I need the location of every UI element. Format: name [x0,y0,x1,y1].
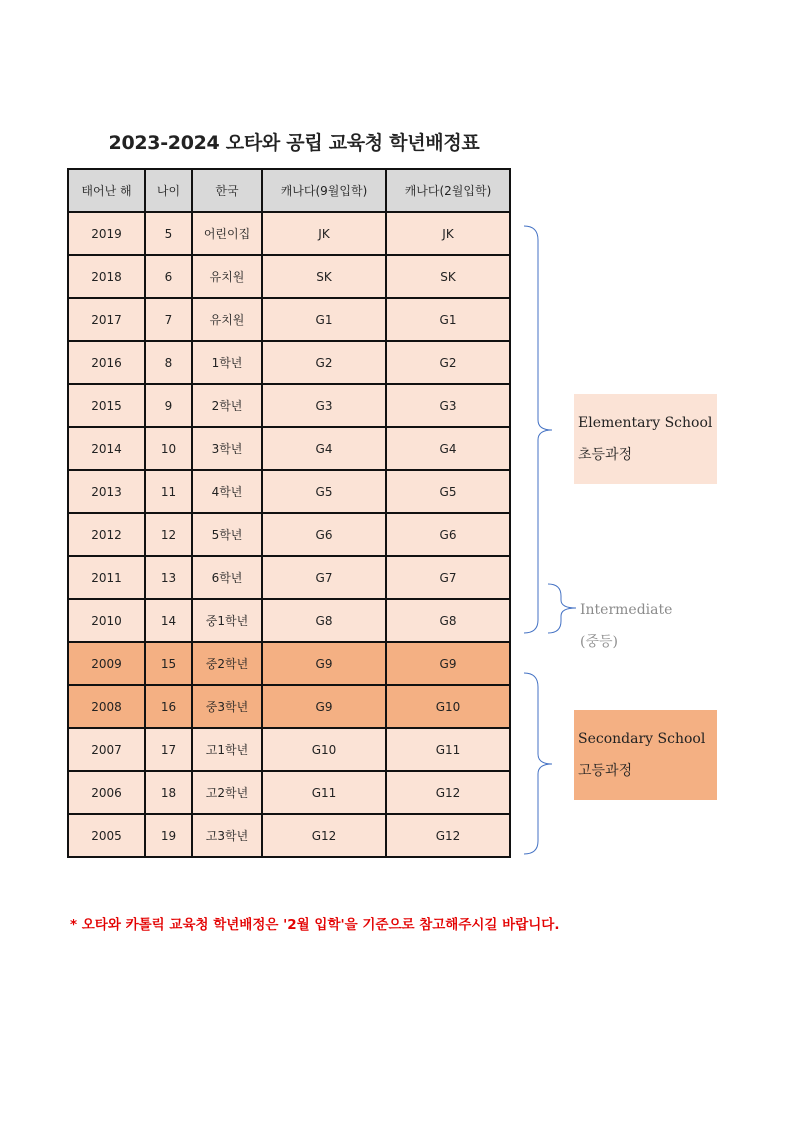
cell-canada-september: G12 [262,814,386,857]
cell-canada-september: JK [262,212,386,255]
cell-year: 2007 [68,728,145,771]
header-korea: 한국 [192,169,262,212]
cell-canada-february: G12 [386,771,510,814]
cell-year: 2013 [68,470,145,513]
cell-canada-february: G5 [386,470,510,513]
elementary-brace [524,226,552,633]
table-row [68,298,510,341]
cell-year: 2010 [68,599,145,642]
cell-korea: 고2학년 [192,771,262,814]
header-birth-year: 태어난 해 [68,169,145,212]
header-age: 나이 [145,169,192,212]
cell-canada-february: G3 [386,384,510,427]
cell-year: 2014 [68,427,145,470]
table-row [68,255,510,298]
cell-age: 6 [145,255,192,298]
header-canada-september: 캐나다(9월입학) [262,169,386,212]
cell-age: 14 [145,599,192,642]
cell-canada-september: G11 [262,771,386,814]
cell-age: 19 [145,814,192,857]
cell-year: 2009 [68,642,145,685]
intermediate-label [576,594,696,658]
cell-canada-february: G7 [386,556,510,599]
cell-korea: 고3학년 [192,814,262,857]
page-title: 2023-2024 오타와 공립 교육청 학년배정표 [108,132,480,154]
intermediate-brace [548,584,576,633]
cell-canada-february: G10 [386,685,510,728]
cell-canada-september: G9 [262,685,386,728]
header-canada-february: 캐나다(2월입학) [386,169,510,212]
secondary-brace [524,673,552,854]
cell-canada-september: G4 [262,427,386,470]
cell-year: 2015 [68,384,145,427]
cell-canada-february: G12 [386,814,510,857]
table-row [68,771,510,814]
table-row-highlighted [68,642,510,685]
cell-year: 2012 [68,513,145,556]
cell-canada-september: G1 [262,298,386,341]
intermediate-label-en: Intermediate [580,602,673,618]
elementary-school-label [574,394,717,484]
cell-canada-september: G6 [262,513,386,556]
cell-age: 13 [145,556,192,599]
cell-age: 10 [145,427,192,470]
cell-canada-february: G8 [386,599,510,642]
cell-age: 18 [145,771,192,814]
cell-korea: 유치원 [192,298,262,341]
cell-canada-september: SK [262,255,386,298]
cell-canada-september: G2 [262,341,386,384]
secondary-school-label [574,710,717,800]
cell-age: 8 [145,341,192,384]
intermediate-label-kr: (중등) [580,634,618,650]
cell-canada-september: G5 [262,470,386,513]
cell-canada-september: G7 [262,556,386,599]
table-row [68,599,510,642]
table-row [68,814,510,857]
secondary-label-en: Secondary School [578,731,706,747]
cell-canada-september: G10 [262,728,386,771]
cell-age: 9 [145,384,192,427]
cell-korea: 2학년 [192,384,262,427]
elementary-label-kr: 초등과정 [578,447,633,463]
cell-age: 12 [145,513,192,556]
cell-age: 15 [145,642,192,685]
cell-korea: 중2학년 [192,642,262,685]
cell-korea: 유치원 [192,255,262,298]
cell-age: 17 [145,728,192,771]
cell-age: 7 [145,298,192,341]
cell-year: 2011 [68,556,145,599]
table-row [68,384,510,427]
table-row [68,556,510,599]
cell-canada-february: G9 [386,642,510,685]
cell-year: 2005 [68,814,145,857]
cell-year: 2008 [68,685,145,728]
table-row [68,212,510,255]
cell-canada-february: SK [386,255,510,298]
cell-age: 16 [145,685,192,728]
cell-canada-february: G4 [386,427,510,470]
cell-age: 11 [145,470,192,513]
cell-year: 2006 [68,771,145,814]
cell-korea: 3학년 [192,427,262,470]
cell-canada-february: G6 [386,513,510,556]
cell-korea: 중3학년 [192,685,262,728]
elementary-label-en: Elementary School [578,415,713,431]
table-header-row [68,169,510,212]
cell-canada-february: G11 [386,728,510,771]
cell-canada-september: G8 [262,599,386,642]
footnote: * 오타와 카톨릭 교육청 학년배정은 '2월 입학'을 기준으로 참고해주시길 바랍니다. [70,917,560,933]
cell-korea: 4학년 [192,470,262,513]
table-row [68,427,510,470]
cell-year: 2016 [68,341,145,384]
cell-canada-february: JK [386,212,510,255]
cell-canada-september: G9 [262,642,386,685]
cell-canada-february: G2 [386,341,510,384]
secondary-label-kr: 고등과정 [578,763,633,779]
table-row [68,513,510,556]
cell-korea: 1학년 [192,341,262,384]
table-row [68,341,510,384]
table-row [68,728,510,771]
cell-year: 2019 [68,212,145,255]
cell-korea: 5학년 [192,513,262,556]
cell-year: 2017 [68,298,145,341]
cell-korea: 중1학년 [192,599,262,642]
cell-korea: 어린이집 [192,212,262,255]
cell-korea: 고1학년 [192,728,262,771]
grade-assignment-table [67,168,511,858]
cell-canada-february: G1 [386,298,510,341]
cell-korea: 6학년 [192,556,262,599]
table-row-highlighted [68,685,510,728]
cell-canada-september: G3 [262,384,386,427]
table-row [68,470,510,513]
cell-age: 5 [145,212,192,255]
cell-year: 2018 [68,255,145,298]
